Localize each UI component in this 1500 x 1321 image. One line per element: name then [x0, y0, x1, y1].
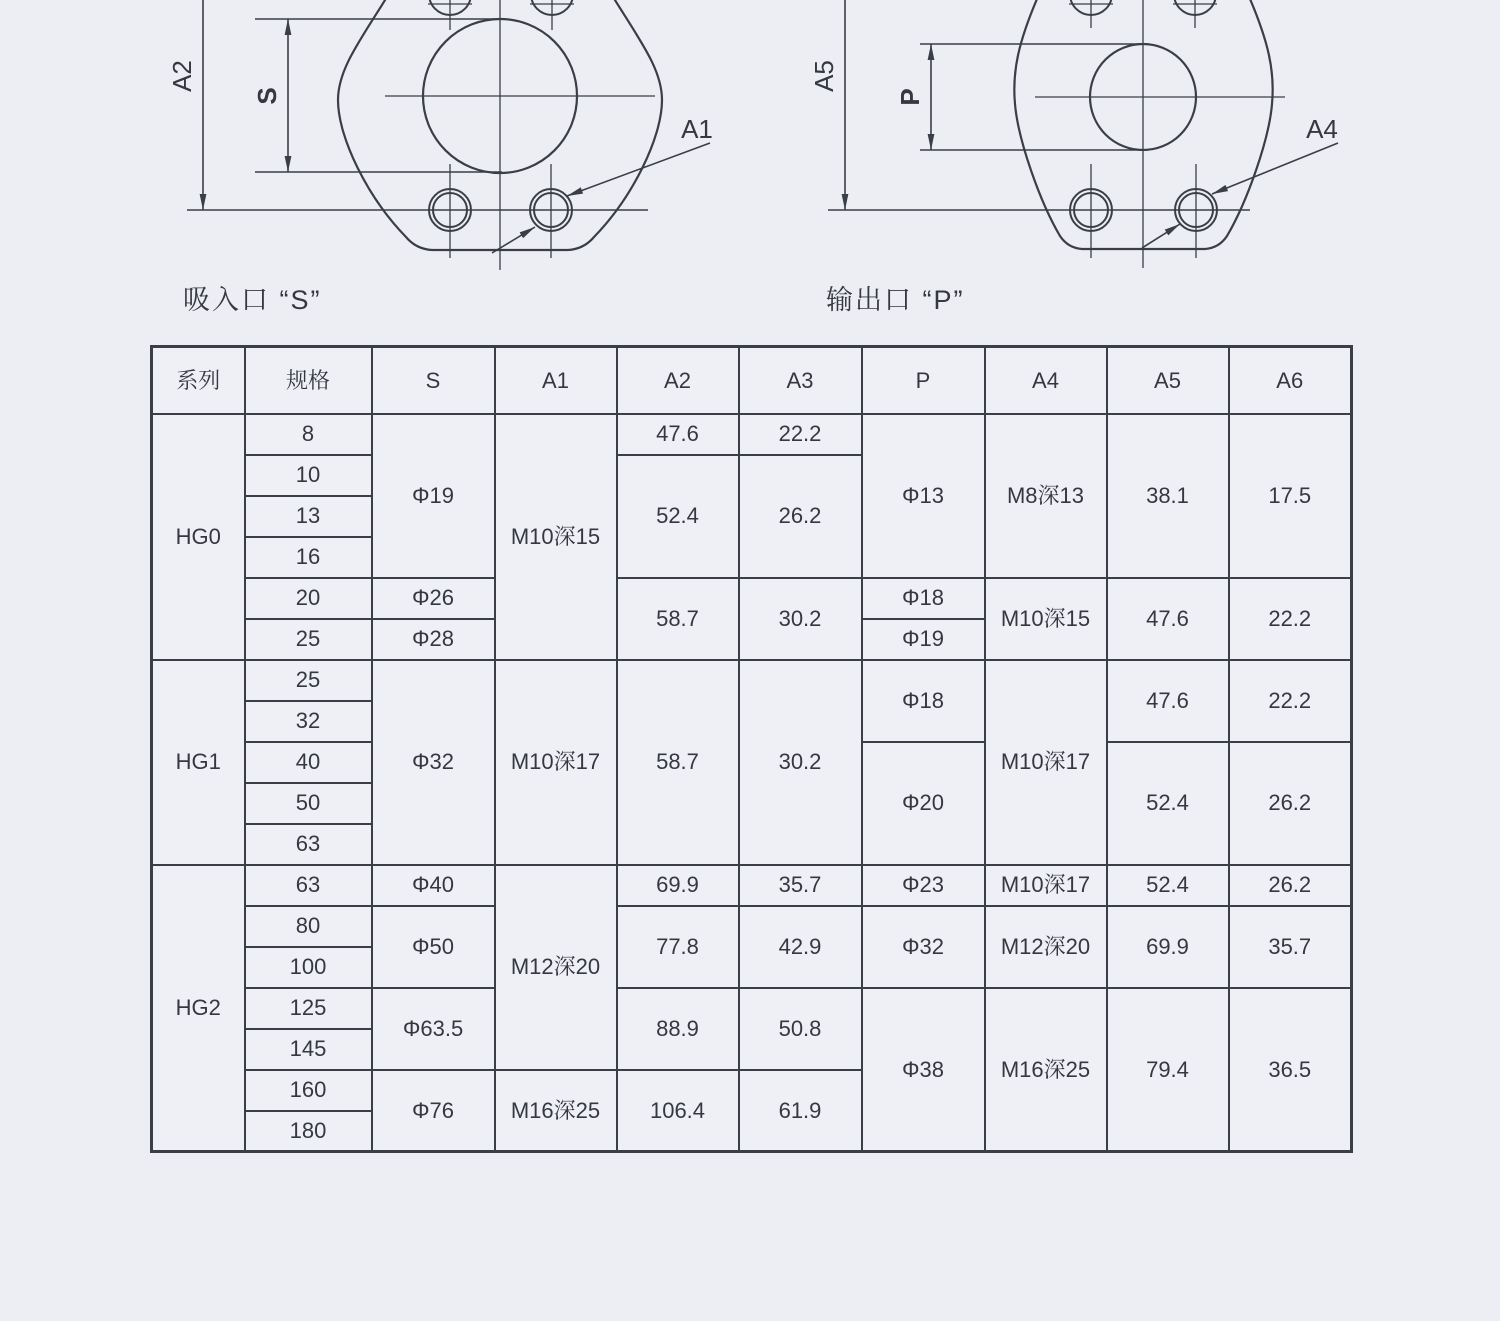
cell: 42.9	[739, 906, 862, 988]
header-a1: A1	[495, 347, 617, 414]
output-port-drawing	[800, 0, 1400, 320]
cell: Φ40	[372, 865, 495, 906]
cell: 25	[245, 660, 372, 701]
dim-label-p: P	[895, 88, 925, 106]
header-s: S	[372, 347, 495, 414]
cell: 47.6	[1107, 578, 1229, 660]
cell: 160	[245, 1070, 372, 1111]
cell: 47.6	[617, 414, 739, 455]
cell: 26.2	[1229, 742, 1352, 865]
cell: M10深17	[985, 865, 1107, 906]
cell: Φ28	[372, 619, 495, 660]
header-a2: A2	[617, 347, 739, 414]
output-port-caption: 输出口 “P”	[826, 285, 965, 315]
series-cell-hg1: HG1	[152, 660, 245, 865]
cell: M16深25	[495, 1070, 617, 1152]
cell: M10深15	[495, 414, 617, 660]
cell: 16	[245, 537, 372, 578]
cell: 63	[245, 865, 372, 906]
cell: M10深15	[985, 578, 1107, 660]
cell: 10	[245, 455, 372, 496]
cell: 180	[245, 1111, 372, 1152]
cell: 52.4	[617, 455, 739, 578]
table-row	[152, 865, 1352, 906]
cell: Φ18	[862, 578, 985, 619]
cell: Φ32	[372, 660, 495, 865]
cell: Φ19	[862, 619, 985, 660]
header-series: 系列	[152, 347, 245, 414]
cell: 32	[245, 701, 372, 742]
header-a5: A5	[1107, 347, 1229, 414]
thread-callout-a4: A4	[1306, 114, 1338, 144]
dim-label-s: S	[252, 87, 282, 105]
header-row	[152, 347, 1352, 414]
cell: 145	[245, 1029, 372, 1070]
cell: 106.4	[617, 1070, 739, 1152]
cell: M8深13	[985, 414, 1107, 578]
cell: M16深25	[985, 988, 1107, 1152]
header-p: P	[862, 347, 985, 414]
series-cell-hg2: HG2	[152, 865, 245, 1152]
cell: 58.7	[617, 578, 739, 660]
cell: 52.4	[1107, 865, 1229, 906]
cell: Φ18	[862, 660, 985, 742]
header-a4: A4	[985, 347, 1107, 414]
suction-port-caption: 吸入口 “S”	[183, 285, 322, 315]
cell: 52.4	[1107, 742, 1229, 865]
cell: 26.2	[739, 455, 862, 578]
header-a3: A3	[739, 347, 862, 414]
table-row	[152, 660, 1352, 701]
table-row	[152, 988, 1352, 1029]
cell: Φ23	[862, 865, 985, 906]
cell: Φ32	[862, 906, 985, 988]
cell: M10深17	[985, 660, 1107, 865]
cell: 30.2	[739, 578, 862, 660]
cell: Φ26	[372, 578, 495, 619]
cell: 77.8	[617, 906, 739, 988]
cell: 80	[245, 906, 372, 947]
dim-label-a2: A2	[167, 60, 197, 92]
cell: Φ76	[372, 1070, 495, 1152]
cell: 35.7	[1229, 906, 1352, 988]
cell: Φ13	[862, 414, 985, 578]
cell: 79.4	[1107, 988, 1229, 1152]
centerlines	[385, 0, 655, 270]
cell: Φ20	[862, 742, 985, 865]
cell: 22.2	[1229, 578, 1352, 660]
centerlines	[1035, 0, 1285, 268]
cell: 40	[245, 742, 372, 783]
table-row	[152, 414, 1352, 455]
cell: 69.9	[617, 865, 739, 906]
cell: 100	[245, 947, 372, 988]
dim-label-a5: A5	[809, 60, 839, 92]
dimension-lines	[828, 0, 1338, 248]
series-cell-hg0: HG0	[152, 414, 245, 660]
cell: 88.9	[617, 988, 739, 1070]
dimension-table	[150, 345, 1353, 1153]
cell: 69.9	[1107, 906, 1229, 988]
cell: 30.2	[739, 660, 862, 865]
thread-callout-a1: A1	[681, 114, 713, 144]
cell: M12深20	[495, 865, 617, 1070]
table-row	[152, 906, 1352, 947]
cell: 8	[245, 414, 372, 455]
cell: 58.7	[617, 660, 739, 865]
cell: Φ50	[372, 906, 495, 988]
cell: 50.8	[739, 988, 862, 1070]
suction-port-drawing	[140, 0, 740, 320]
cell: 35.7	[739, 865, 862, 906]
cell: M10深17	[495, 660, 617, 865]
cell: Φ63.5	[372, 988, 495, 1070]
header-spec: 规格	[245, 347, 372, 414]
cell: 47.6	[1107, 660, 1229, 742]
cell: 125	[245, 988, 372, 1029]
cell: 63	[245, 824, 372, 865]
cell: 17.5	[1229, 414, 1352, 578]
cell: 13	[245, 496, 372, 537]
cell: 22.2	[739, 414, 862, 455]
cell: 22.2	[1229, 660, 1352, 742]
header-a6: A6	[1229, 347, 1352, 414]
cell: 26.2	[1229, 865, 1352, 906]
cell: 36.5	[1229, 988, 1352, 1152]
cell: Φ19	[372, 414, 495, 578]
cell: 20	[245, 578, 372, 619]
cell: 38.1	[1107, 414, 1229, 578]
cell: Φ38	[862, 988, 985, 1152]
cell: 25	[245, 619, 372, 660]
cell: 61.9	[739, 1070, 862, 1152]
cell: 50	[245, 783, 372, 824]
cell: M12深20	[985, 906, 1107, 988]
table-row	[152, 578, 1352, 619]
